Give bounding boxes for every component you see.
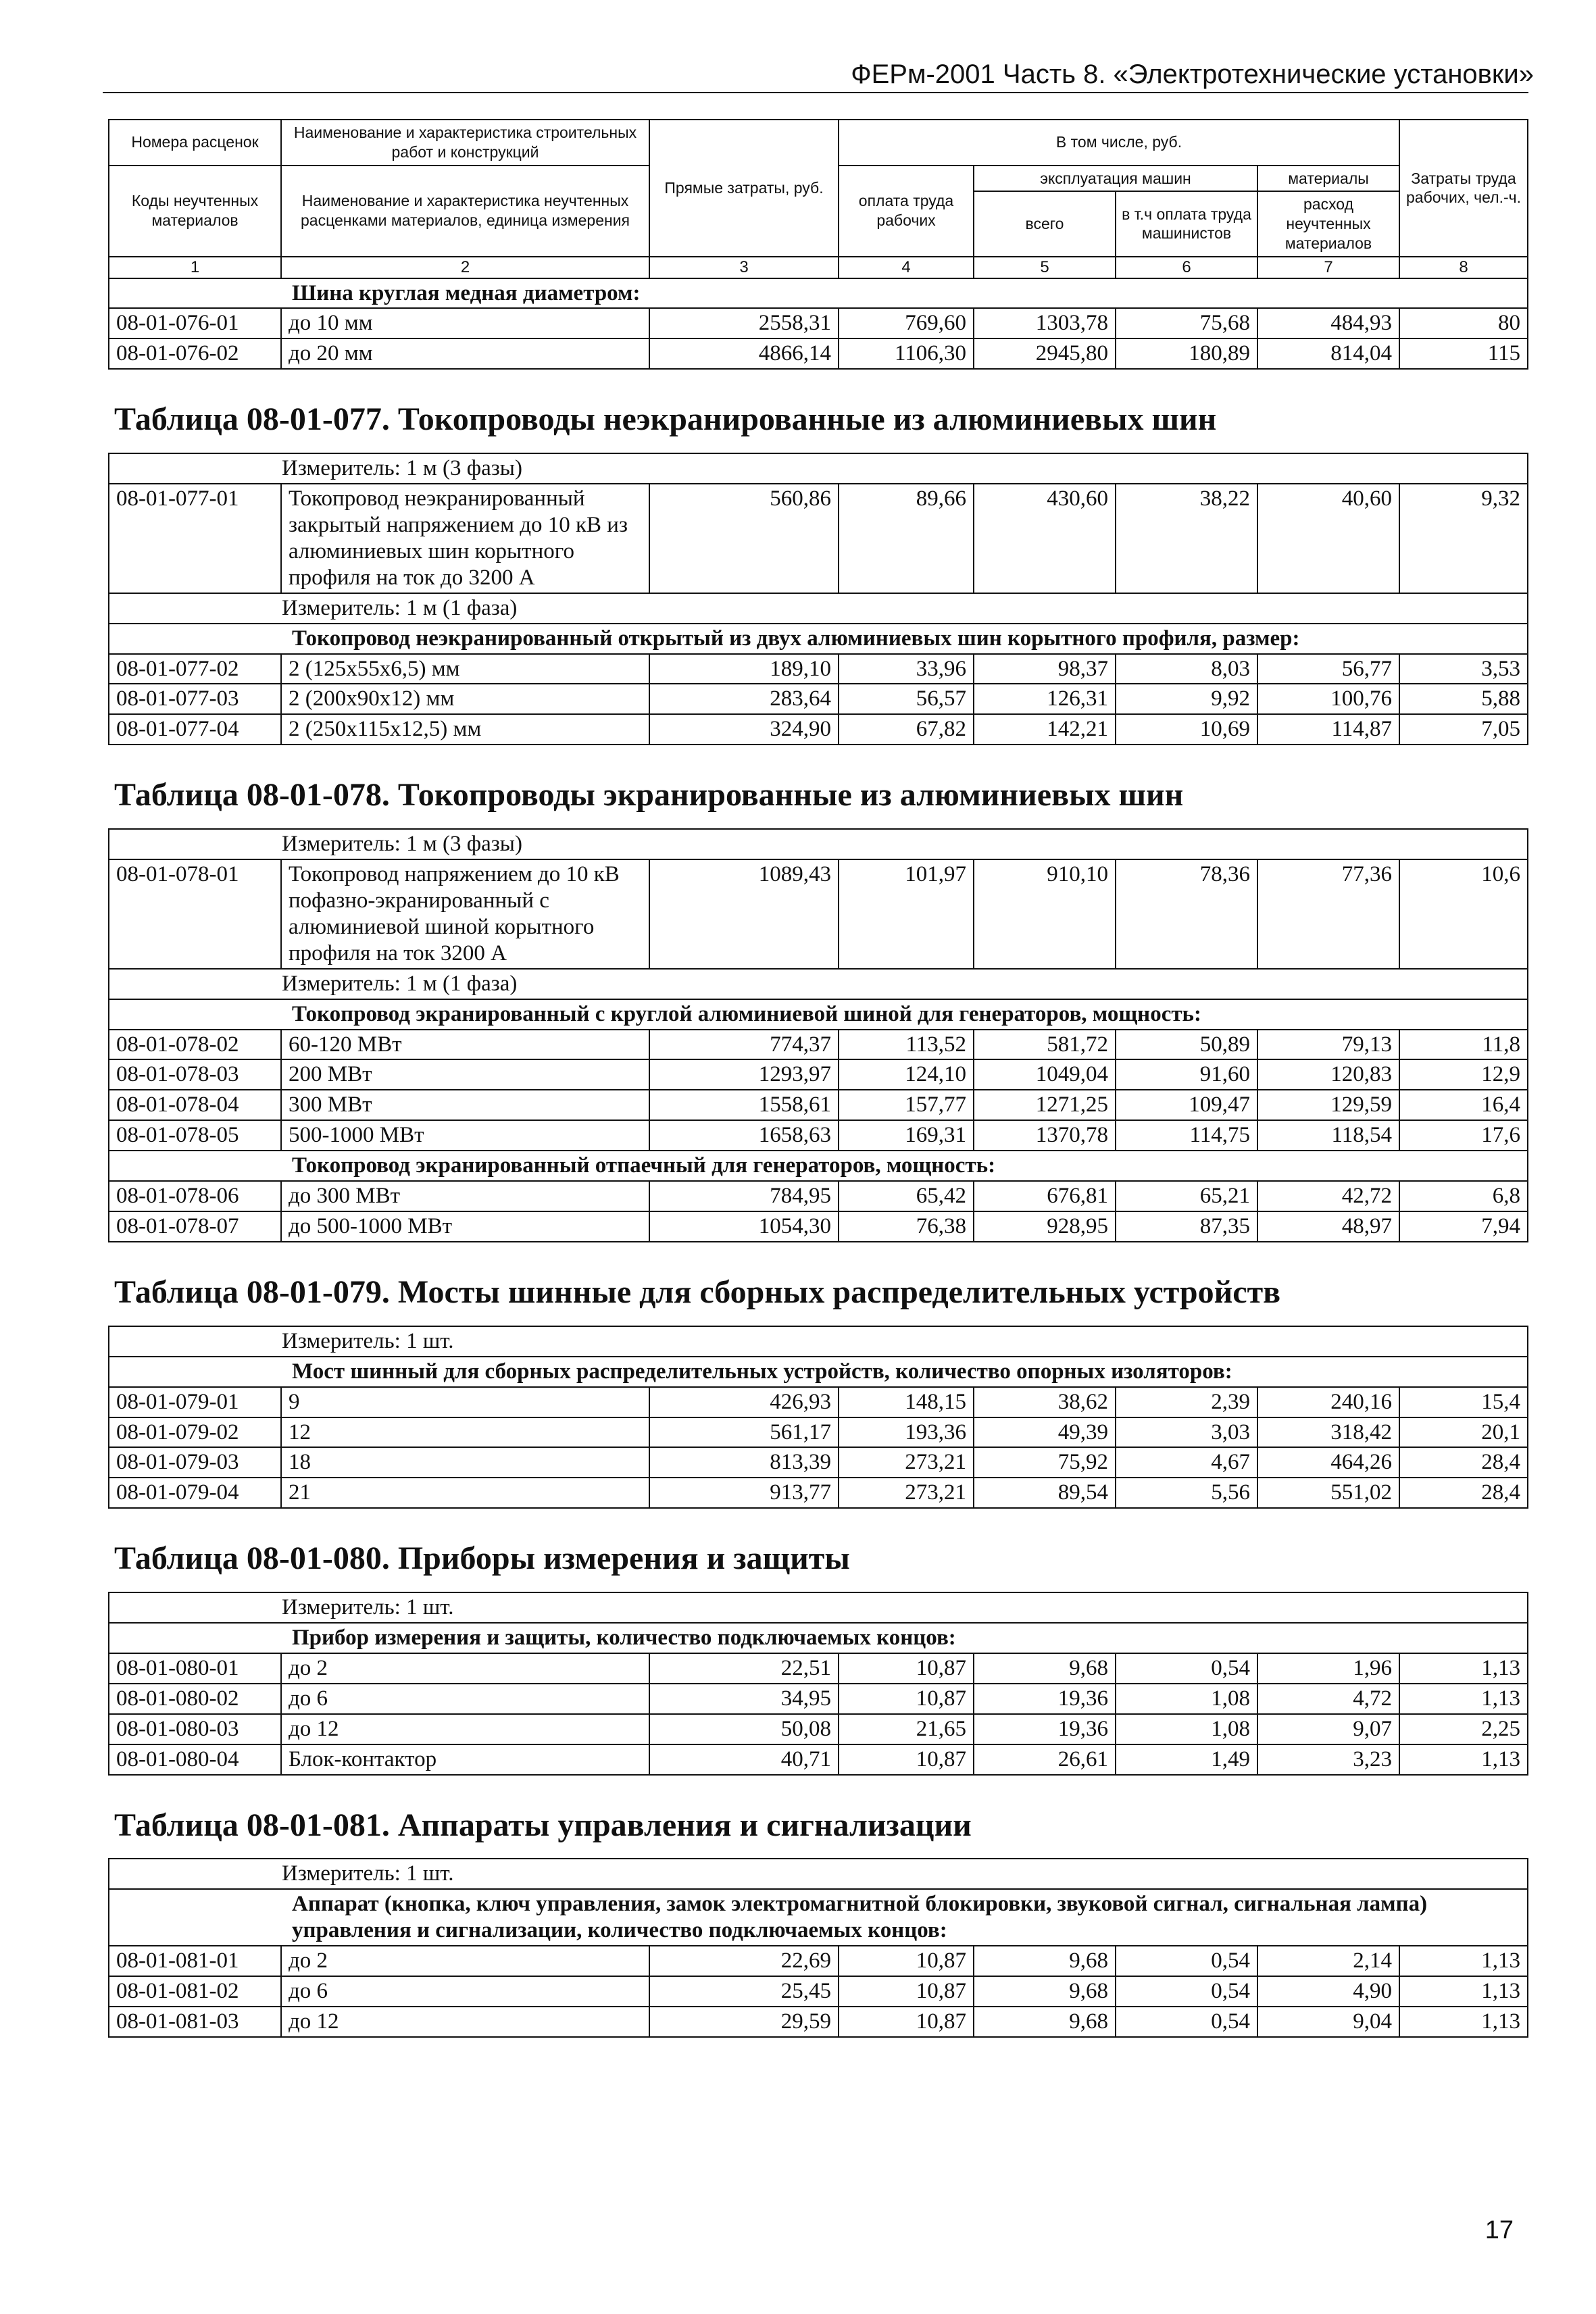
- work-name-cell: до 500-1000 МВт: [281, 1211, 649, 1242]
- materials-cell: 79,13: [1257, 1030, 1399, 1060]
- direct-costs-cell: 324,90: [649, 714, 839, 745]
- rate-code-cell: 08-01-078-04: [109, 1090, 281, 1120]
- worker-wages-cell: 101,97: [839, 859, 974, 969]
- header-rule: [103, 92, 1528, 93]
- worker-wages-cell: 273,21: [839, 1478, 974, 1508]
- materials-cell: 3,23: [1257, 1744, 1399, 1775]
- rate-code-cell: 08-01-079-01: [109, 1387, 281, 1417]
- machinist-wages-cell: 1,49: [1116, 1744, 1257, 1775]
- worker-wages-cell: 124,10: [839, 1059, 974, 1090]
- table-row: [109, 1714, 1528, 1744]
- col-header-rate-numbers: Номера расценок: [109, 120, 281, 166]
- labor-cell: 6,8: [1399, 1181, 1528, 1211]
- page-number: 17: [1485, 2216, 1514, 2244]
- worker-wages-cell: 89,66: [839, 484, 974, 593]
- table-row: [109, 654, 1528, 684]
- machines-total-cell: 9,68: [974, 2007, 1116, 2037]
- rate-code-cell: 08-01-078-06: [109, 1181, 281, 1211]
- materials-cell: 318,42: [1257, 1417, 1399, 1448]
- rate-code-cell: 08-01-079-03: [109, 1447, 281, 1478]
- rate-code-cell: 08-01-076-02: [109, 338, 281, 369]
- machinist-wages-cell: 5,56: [1116, 1478, 1257, 1508]
- worker-wages-cell: 65,42: [839, 1181, 974, 1211]
- machinist-wages-cell: 0,54: [1116, 1946, 1257, 1976]
- machines-total-cell: 38,62: [974, 1387, 1116, 1417]
- machines-total-cell: 9,68: [974, 1653, 1116, 1684]
- machinist-wages-cell: 0,54: [1116, 1976, 1257, 2007]
- table-row: [109, 484, 1528, 593]
- table-title-row: [109, 1775, 1528, 1859]
- machinist-wages-cell: 114,75: [1116, 1120, 1257, 1151]
- table-title-row: [109, 745, 1528, 829]
- measure-unit: Измеритель: 1 м (3 фазы): [109, 829, 1528, 859]
- col-header-material-codes: Коды неучтенных материалов: [109, 166, 281, 257]
- col-number: 2: [281, 257, 649, 278]
- table-row: [109, 1447, 1528, 1478]
- labor-cell: 1,13: [1399, 1744, 1528, 1775]
- labor-cell: 115: [1399, 338, 1528, 369]
- table-row: [109, 1387, 1528, 1417]
- worker-wages-cell: 33,96: [839, 654, 974, 684]
- machines-total-cell: 9,68: [974, 1976, 1116, 2007]
- group-title: Мост шинный для сборных распределительных устройств, количество опорных изоляторов:: [109, 1357, 1528, 1387]
- direct-costs-cell: 22,51: [649, 1653, 839, 1684]
- materials-cell: 120,83: [1257, 1059, 1399, 1090]
- labor-cell: 17,6: [1399, 1120, 1528, 1151]
- col-header-materials: материалы: [1257, 166, 1399, 192]
- machines-total-cell: 19,36: [974, 1684, 1116, 1714]
- measure-unit-row: [109, 1592, 1528, 1623]
- machinist-wages-cell: 38,22: [1116, 484, 1257, 593]
- table-title-row: [109, 369, 1528, 453]
- table-row: [109, 308, 1528, 338]
- worker-wages-cell: 10,87: [839, 2007, 974, 2037]
- direct-costs-cell: 283,64: [649, 684, 839, 714]
- col-number: 8: [1399, 257, 1528, 278]
- worker-wages-cell: 769,60: [839, 308, 974, 338]
- work-name-cell: 2 (200х90х12) мм: [281, 684, 649, 714]
- group-title-row: [109, 1889, 1528, 1946]
- direct-costs-cell: 22,69: [649, 1946, 839, 1976]
- direct-costs-cell: 189,10: [649, 654, 839, 684]
- machinist-wages-cell: 3,03: [1116, 1417, 1257, 1448]
- machinist-wages-cell: 180,89: [1116, 338, 1257, 369]
- worker-wages-cell: 76,38: [839, 1211, 974, 1242]
- materials-cell: 9,07: [1257, 1714, 1399, 1744]
- page-header: ФЕРм-2001 Часть 8. «Электротехнические установки»: [851, 59, 1534, 89]
- materials-cell: 814,04: [1257, 338, 1399, 369]
- direct-costs-cell: 784,95: [649, 1181, 839, 1211]
- machines-total-cell: 430,60: [974, 484, 1116, 593]
- table-row: [109, 1684, 1528, 1714]
- direct-costs-cell: 50,08: [649, 1714, 839, 1744]
- rate-code-cell: 08-01-077-04: [109, 714, 281, 745]
- rate-code-cell: 08-01-079-02: [109, 1417, 281, 1448]
- machinist-wages-cell: 8,03: [1116, 654, 1257, 684]
- rate-code-cell: 08-01-078-02: [109, 1030, 281, 1060]
- direct-costs-cell: 1054,30: [649, 1211, 839, 1242]
- rate-code-cell: 08-01-078-07: [109, 1211, 281, 1242]
- table-row: [109, 2007, 1528, 2037]
- rate-code-cell: 08-01-077-01: [109, 484, 281, 593]
- column-numbers-row: [109, 257, 1528, 278]
- machines-total-cell: 26,61: [974, 1744, 1116, 1775]
- col-header-material-usage: расход неучтенных материалов: [1257, 191, 1399, 256]
- table-row: [109, 1976, 1528, 2007]
- machinist-wages-cell: 0,54: [1116, 2007, 1257, 2037]
- rate-code-cell: 08-01-081-01: [109, 1946, 281, 1976]
- measure-unit: Измеритель: 1 м (1 фаза): [109, 593, 1528, 624]
- col-header-labor: Затраты труда рабочих, чел.-ч.: [1399, 120, 1528, 257]
- col-number: 6: [1116, 257, 1257, 278]
- rate-code-cell: 08-01-077-03: [109, 684, 281, 714]
- table-row: [109, 1744, 1528, 1775]
- labor-cell: 20,1: [1399, 1417, 1528, 1448]
- labor-cell: 28,4: [1399, 1478, 1528, 1508]
- labor-cell: 15,4: [1399, 1387, 1528, 1417]
- work-name-cell: Блок-контактор: [281, 1744, 649, 1775]
- direct-costs-cell: 34,95: [649, 1684, 839, 1714]
- table-row: [109, 1417, 1528, 1448]
- machinist-wages-cell: 1,08: [1116, 1684, 1257, 1714]
- rates-table: [108, 119, 1528, 2038]
- work-name-cell: до 300 МВт: [281, 1181, 649, 1211]
- worker-wages-cell: 10,87: [839, 1653, 974, 1684]
- rate-code-cell: 08-01-081-02: [109, 1976, 281, 2007]
- measure-unit-row: [109, 969, 1528, 999]
- materials-cell: 4,90: [1257, 1976, 1399, 2007]
- rate-code-cell: 08-01-077-02: [109, 654, 281, 684]
- worker-wages-cell: 56,57: [839, 684, 974, 714]
- rate-code-cell: 08-01-081-03: [109, 2007, 281, 2037]
- machines-total-cell: 1271,25: [974, 1090, 1116, 1120]
- machines-total-cell: 142,21: [974, 714, 1116, 745]
- direct-costs-cell: 560,86: [649, 484, 839, 593]
- machines-total-cell: 126,31: [974, 684, 1116, 714]
- direct-costs-cell: 1293,97: [649, 1059, 839, 1090]
- work-name-cell: 12: [281, 1417, 649, 1448]
- measure-unit: Измеритель: 1 шт.: [109, 1592, 1528, 1623]
- materials-cell: 100,76: [1257, 684, 1399, 714]
- table-title: Таблица 08-01-081. Аппараты управления и сигнализации: [109, 1775, 1528, 1859]
- work-name-cell: Токопровод неэкранированный закрытый напряжением до 10 кВ из алюминиевых шин корытного профиля на ток до 3200 А: [281, 484, 649, 593]
- labor-cell: 1,13: [1399, 2007, 1528, 2037]
- machinist-wages-cell: 2,39: [1116, 1387, 1257, 1417]
- work-name-cell: до 12: [281, 1714, 649, 1744]
- machinist-wages-cell: 1,08: [1116, 1714, 1257, 1744]
- worker-wages-cell: 1106,30: [839, 338, 974, 369]
- col-number: 3: [649, 257, 839, 278]
- measure-unit: Измеритель: 1 шт.: [109, 1326, 1528, 1357]
- labor-cell: 1,13: [1399, 1976, 1528, 2007]
- direct-costs-cell: 1089,43: [649, 859, 839, 969]
- materials-cell: 129,59: [1257, 1090, 1399, 1120]
- materials-cell: 484,93: [1257, 308, 1399, 338]
- labor-cell: 9,32: [1399, 484, 1528, 593]
- labor-cell: 80: [1399, 308, 1528, 338]
- materials-cell: 9,04: [1257, 2007, 1399, 2037]
- table-title: Таблица 08-01-077. Токопроводы неэкранированные из алюминиевых шин: [109, 369, 1528, 453]
- direct-costs-cell: 40,71: [649, 1744, 839, 1775]
- materials-cell: 4,72: [1257, 1684, 1399, 1714]
- direct-costs-cell: 29,59: [649, 2007, 839, 2037]
- rate-code-cell: 08-01-080-02: [109, 1684, 281, 1714]
- direct-costs-cell: 774,37: [649, 1030, 839, 1060]
- machines-total-cell: 9,68: [974, 1946, 1116, 1976]
- labor-cell: 12,9: [1399, 1059, 1528, 1090]
- table-row: [109, 1059, 1528, 1090]
- rate-code-cell: 08-01-080-01: [109, 1653, 281, 1684]
- group-title: Токопровод экранированный отпаечный для генераторов, мощность:: [109, 1151, 1528, 1181]
- col-header-material-name: Наименование и характеристика неучтенных расценками материалов, единица измерения: [281, 166, 649, 257]
- work-name-cell: до 2: [281, 1946, 649, 1976]
- measure-unit-row: [109, 593, 1528, 624]
- table-row: [109, 684, 1528, 714]
- measure-unit: Измеритель: 1 шт.: [109, 1859, 1528, 1889]
- measure-unit: Измеритель: 1 м (3 фазы): [109, 453, 1528, 484]
- work-name-cell: до 6: [281, 1976, 649, 2007]
- direct-costs-cell: 1558,61: [649, 1090, 839, 1120]
- worker-wages-cell: 67,82: [839, 714, 974, 745]
- machines-total-cell: 910,10: [974, 859, 1116, 969]
- direct-costs-cell: 25,45: [649, 1976, 839, 2007]
- measure-unit: Измеритель: 1 м (1 фаза): [109, 969, 1528, 999]
- labor-cell: 16,4: [1399, 1090, 1528, 1120]
- machinist-wages-cell: 50,89: [1116, 1030, 1257, 1060]
- table-row: [109, 1120, 1528, 1151]
- table-title: Таблица 08-01-080. Приборы измерения и защиты: [109, 1508, 1528, 1592]
- table-row: [109, 714, 1528, 745]
- rate-code-cell: 08-01-078-05: [109, 1120, 281, 1151]
- direct-costs-cell: 813,39: [649, 1447, 839, 1478]
- machines-total-cell: 581,72: [974, 1030, 1116, 1060]
- direct-costs-cell: 2558,31: [649, 308, 839, 338]
- direct-costs-cell: 1658,63: [649, 1120, 839, 1151]
- measure-unit-row: [109, 453, 1528, 484]
- group-title: Токопровод неэкранированный открытый из двух алюминиевых шин корытного профиля, размер:: [109, 624, 1528, 654]
- worker-wages-cell: 169,31: [839, 1120, 974, 1151]
- labor-cell: 1,13: [1399, 1653, 1528, 1684]
- machines-total-cell: 89,54: [974, 1478, 1116, 1508]
- worker-wages-cell: 10,87: [839, 1744, 974, 1775]
- col-header-wages: оплата труда рабочих: [839, 166, 974, 257]
- col-header-machines: эксплуатация машин: [974, 166, 1257, 192]
- machinist-wages-cell: 87,35: [1116, 1211, 1257, 1242]
- rate-code-cell: 08-01-078-03: [109, 1059, 281, 1090]
- col-header-machinist-wages: в т.ч оплата труда машинистов: [1116, 191, 1257, 256]
- materials-cell: 56,77: [1257, 654, 1399, 684]
- worker-wages-cell: 157,77: [839, 1090, 974, 1120]
- direct-costs-cell: 426,93: [649, 1387, 839, 1417]
- machinist-wages-cell: 91,60: [1116, 1059, 1257, 1090]
- group-title: Токопровод экранированный с круглой алюминиевой шиной для генераторов, мощность:: [109, 999, 1528, 1030]
- direct-costs-cell: 913,77: [649, 1478, 839, 1508]
- group-title-row: [109, 278, 1528, 309]
- table-row: [109, 1946, 1528, 1976]
- labor-cell: 1,13: [1399, 1684, 1528, 1714]
- labor-cell: 2,25: [1399, 1714, 1528, 1744]
- table-title-row: [109, 1242, 1528, 1326]
- machines-total-cell: 928,95: [974, 1211, 1116, 1242]
- materials-cell: 551,02: [1257, 1478, 1399, 1508]
- machines-total-cell: 19,36: [974, 1714, 1116, 1744]
- header-row-1: [109, 120, 1528, 166]
- machines-total-cell: 2945,80: [974, 338, 1116, 369]
- rate-code-cell: 08-01-078-01: [109, 859, 281, 969]
- col-number: 7: [1257, 257, 1399, 278]
- measure-unit-row: [109, 829, 1528, 859]
- rate-code-cell: 08-01-076-01: [109, 308, 281, 338]
- table-row: [109, 1030, 1528, 1060]
- group-title-row: [109, 1151, 1528, 1181]
- group-title: Аппарат (кнопка, ключ управления, замок электромагнитной блокировки, звуковой сигнал, сигнальная лампа) управления и сигнализации, количество подключаемых концов:: [109, 1889, 1528, 1946]
- machinist-wages-cell: 109,47: [1116, 1090, 1257, 1120]
- rate-code-cell: 08-01-080-04: [109, 1744, 281, 1775]
- materials-cell: 42,72: [1257, 1181, 1399, 1211]
- group-title: Прибор измерения и защиты, количество подключаемых концов:: [109, 1623, 1528, 1653]
- machinist-wages-cell: 75,68: [1116, 308, 1257, 338]
- work-name-cell: до 12: [281, 2007, 649, 2037]
- work-name-cell: до 10 мм: [281, 308, 649, 338]
- table-row: [109, 1181, 1528, 1211]
- materials-cell: 77,36: [1257, 859, 1399, 969]
- work-name-cell: до 6: [281, 1684, 649, 1714]
- measure-unit-row: [109, 1859, 1528, 1889]
- table-title: Таблица 08-01-078. Токопроводы экранированные из алюминиевых шин: [109, 745, 1528, 829]
- table-title-row: [109, 1508, 1528, 1592]
- work-name-cell: 9: [281, 1387, 649, 1417]
- materials-cell: 114,87: [1257, 714, 1399, 745]
- machines-total-cell: 49,39: [974, 1417, 1116, 1448]
- worker-wages-cell: 193,36: [839, 1417, 974, 1448]
- machinist-wages-cell: 65,21: [1116, 1181, 1257, 1211]
- machines-total-cell: 1049,04: [974, 1059, 1116, 1090]
- machinist-wages-cell: 4,67: [1116, 1447, 1257, 1478]
- work-name-cell: 200 МВт: [281, 1059, 649, 1090]
- work-name-cell: 300 МВт: [281, 1090, 649, 1120]
- col-header-work-name: Наименование и характеристика строительных работ и конструкций: [281, 120, 649, 166]
- col-header-direct-costs: Прямые затраты, руб.: [649, 120, 839, 257]
- rate-code-cell: 08-01-079-04: [109, 1478, 281, 1508]
- table-row: [109, 1478, 1528, 1508]
- group-title-row: [109, 624, 1528, 654]
- labor-cell: 10,6: [1399, 859, 1528, 969]
- labor-cell: 1,13: [1399, 1946, 1528, 1976]
- work-name-cell: 2 (250х115х12,5) мм: [281, 714, 649, 745]
- materials-cell: 40,60: [1257, 484, 1399, 593]
- group-title-row: [109, 1623, 1528, 1653]
- labor-cell: 7,05: [1399, 714, 1528, 745]
- machinist-wages-cell: 9,92: [1116, 684, 1257, 714]
- materials-cell: 1,96: [1257, 1653, 1399, 1684]
- worker-wages-cell: 113,52: [839, 1030, 974, 1060]
- labor-cell: 3,53: [1399, 654, 1528, 684]
- labor-cell: 7,94: [1399, 1211, 1528, 1242]
- materials-cell: 118,54: [1257, 1120, 1399, 1151]
- machinist-wages-cell: 10,69: [1116, 714, 1257, 745]
- machinist-wages-cell: 0,54: [1116, 1653, 1257, 1684]
- col-number: 4: [839, 257, 974, 278]
- worker-wages-cell: 10,87: [839, 1946, 974, 1976]
- worker-wages-cell: 148,15: [839, 1387, 974, 1417]
- table-row: [109, 1211, 1528, 1242]
- group-title-row: [109, 999, 1528, 1030]
- labor-cell: 11,8: [1399, 1030, 1528, 1060]
- table-title: Таблица 08-01-079. Мосты шинные для сборных распределительных устройств: [109, 1242, 1528, 1326]
- work-name-cell: 21: [281, 1478, 649, 1508]
- direct-costs-cell: 561,17: [649, 1417, 839, 1448]
- materials-cell: 240,16: [1257, 1387, 1399, 1417]
- materials-cell: 48,97: [1257, 1211, 1399, 1242]
- work-name-cell: до 2: [281, 1653, 649, 1684]
- direct-costs-cell: 4866,14: [649, 338, 839, 369]
- group-title-row: [109, 1357, 1528, 1387]
- worker-wages-cell: 21,65: [839, 1714, 974, 1744]
- materials-cell: 2,14: [1257, 1946, 1399, 1976]
- work-name-cell: 500-1000 МВт: [281, 1120, 649, 1151]
- machines-total-cell: 75,92: [974, 1447, 1116, 1478]
- group-title: Шина круглая медная диаметром:: [109, 278, 1528, 309]
- work-name-cell: 18: [281, 1447, 649, 1478]
- machines-total-cell: 1370,78: [974, 1120, 1116, 1151]
- work-name-cell: до 20 мм: [281, 338, 649, 369]
- labor-cell: 28,4: [1399, 1447, 1528, 1478]
- worker-wages-cell: 273,21: [839, 1447, 974, 1478]
- table-row: [109, 1090, 1528, 1120]
- work-name-cell: 2 (125х55х6,5) мм: [281, 654, 649, 684]
- table-row: [109, 338, 1528, 369]
- table-row: [109, 1653, 1528, 1684]
- labor-cell: 5,88: [1399, 684, 1528, 714]
- work-name-cell: Токопровод напряжением до 10 кВ пофазно-экранированный с алюминиевой шиной корытного профиля на ток 3200 А: [281, 859, 649, 969]
- work-name-cell: 60-120 МВт: [281, 1030, 649, 1060]
- measure-unit-row: [109, 1326, 1528, 1357]
- col-header-including: В том числе, руб.: [839, 120, 1399, 166]
- col-number: 1: [109, 257, 281, 278]
- col-number: 5: [974, 257, 1116, 278]
- worker-wages-cell: 10,87: [839, 1976, 974, 2007]
- machines-total-cell: 676,81: [974, 1181, 1116, 1211]
- rates-table-body: [109, 120, 1528, 2037]
- machines-total-cell: 98,37: [974, 654, 1116, 684]
- machines-total-cell: 1303,78: [974, 308, 1116, 338]
- materials-cell: 464,26: [1257, 1447, 1399, 1478]
- machinist-wages-cell: 78,36: [1116, 859, 1257, 969]
- table-row: [109, 859, 1528, 969]
- worker-wages-cell: 10,87: [839, 1684, 974, 1714]
- col-header-machines-total: всего: [974, 191, 1116, 256]
- rate-code-cell: 08-01-080-03: [109, 1714, 281, 1744]
